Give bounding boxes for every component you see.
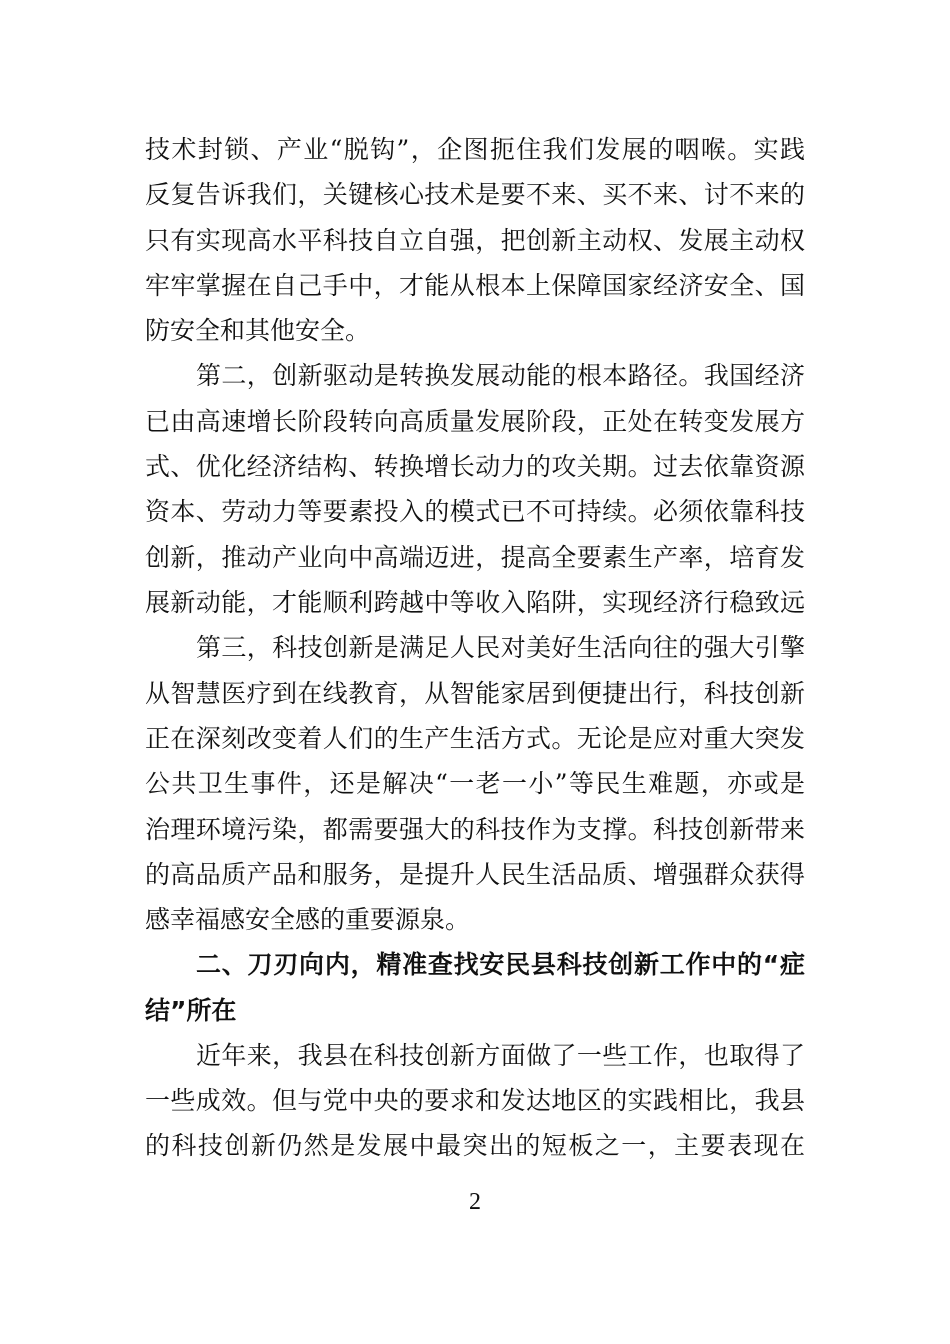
body-text-line: 防安全和其他安全。 [145,316,371,345]
paragraph-first-line: 近年来，我县在科技创新方面做了一些工作，也取得了 [196,1041,805,1070]
body-text-line: 感幸福感安全感的重要源泉。 [145,905,471,934]
body-text-line: 展新动能，才能顺利跨越中等收入陷阱，实现经济行稳致远 [145,588,805,617]
section-heading: 二、刀刃向内，精准查找安民县科技创新工作中的“症 [196,950,805,979]
paragraph-first-line: 第二，创新驱动是转换发展动能的根本路径。我国经济 [196,361,805,390]
body-text-line: 技术封锁、产业“脱钩”，企图扼住我们发展的咽喉。实践 [145,135,805,164]
body-text-line: 反复告诉我们，关键核心技术是要不来、买不来、讨不来的 [145,180,805,209]
body-text-line: 式、优化经济结构、转换增长动力的攻关期。过去依靠资源 [145,452,805,481]
body-text-line: 资本、劳动力等要素投入的模式已不可持续。必须依靠科技 [145,497,805,526]
body-text-line: 正在深刻改变着人们的生产生活方式。无论是应对重大突发 [145,724,805,753]
body-text-line: 牢牢掌握在自己手中，才能从根本上保障国家经济安全、国 [145,271,805,300]
body-text-line: 治理环境污染，都需要强大的科技作为支撑。科技创新带来 [145,815,805,844]
body-text-line: 从智慧医疗到在线教育，从智能家居到便捷出行，科技创新 [145,679,805,708]
body-text-line: 一些成效。但与党中央的要求和发达地区的实践相比，我县 [145,1086,805,1115]
body-text-line: 创新，推动产业向中高端迈进，提高全要素生产率，培育发 [145,543,805,572]
paragraph-first-line: 第三，科技创新是满足人民对美好生活向往的强大引擎 [196,633,805,662]
body-text-line: 的高品质产品和服务，是提升人民生活品质、增强群众获得 [145,860,805,889]
body-text-line: 公共卫生事件，还是解决“一老一小”等民生难题，亦或是 [145,769,805,798]
page-number: 2 [469,1189,481,1215]
body-text-line: 已由高速增长阶段转向高质量发展阶段，正处在转变发展方 [145,407,805,436]
body-text-line: 的科技创新仍然是发展中最突出的短板之一，主要表现在 [145,1131,805,1160]
section-heading-continued: 结”所在 [145,996,237,1025]
body-text-line: 只有实现高水平科技自立自强，把创新主动权、发展主动权 [145,226,805,255]
